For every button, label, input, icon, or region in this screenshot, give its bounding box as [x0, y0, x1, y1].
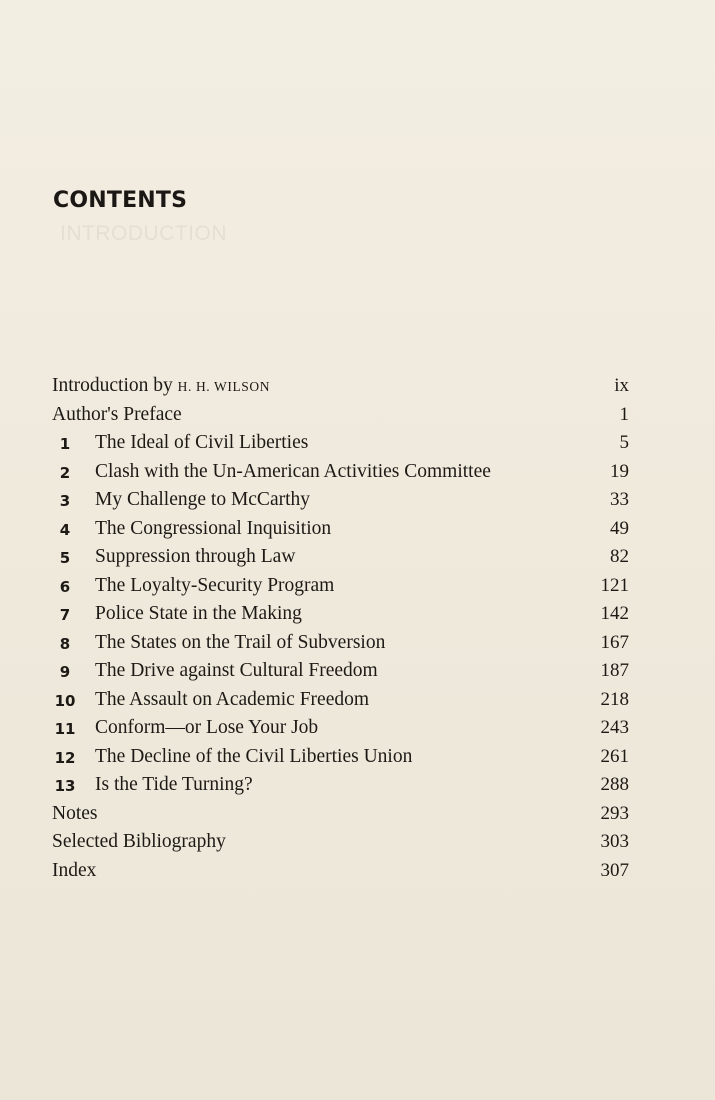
toc-row	[52, 458, 629, 487]
toc-entry-page: 307	[600, 859, 629, 881]
toc-row	[52, 657, 629, 686]
chapter-number: 5	[59, 549, 71, 567]
toc-entry-page: 243	[600, 717, 629, 738]
toc-entry-title: Index	[52, 859, 97, 881]
toc-entry-page: 1	[619, 403, 629, 425]
toc-entry-title: The Ideal of Civil Liberties	[95, 432, 309, 453]
toc-entry-title: Selected Bibliography	[52, 831, 226, 852]
toc-entry-title	[52, 372, 270, 401]
toc-entry-title: The Decline of the Civil Liberties Union	[95, 745, 413, 767]
toc-entry-page: 49	[610, 517, 629, 539]
chapter-number: 1	[59, 435, 71, 453]
toc-entry-page: 288	[600, 774, 629, 795]
chapter-number: 7	[59, 606, 71, 624]
chapter-number: 2	[59, 463, 71, 482]
toc-row	[52, 401, 629, 430]
toc-entry-page: 187	[600, 660, 629, 681]
toc-entry-page: 5	[619, 432, 629, 453]
chapter-number: 13	[54, 777, 76, 795]
toc-row-introduction	[52, 372, 629, 401]
table-of-contents	[52, 372, 629, 885]
toc-entry-title: The Loyalty-Security Program	[95, 574, 335, 596]
toc-entry-title: Police State in the Making	[95, 603, 302, 624]
toc-row	[52, 629, 629, 658]
toc-entries	[52, 401, 629, 886]
introduction-label: Introduction by	[52, 375, 173, 396]
toc-entry-title: The Assault on Academic Freedom	[95, 688, 370, 710]
toc-entry-title: Clash with the Un-American Activities Committee	[95, 460, 491, 482]
toc-entry-title: The States on the Trail of Subversion	[95, 631, 386, 653]
toc-row	[52, 429, 629, 458]
toc-entry-page: 167	[600, 631, 629, 653]
toc-row	[52, 828, 629, 857]
toc-entry-page: ix	[614, 375, 629, 396]
toc-entry-page: 142	[600, 603, 629, 624]
chapter-number: 11	[54, 720, 76, 738]
toc-row	[52, 714, 629, 743]
chapter-number: 8	[59, 634, 71, 653]
toc-row	[52, 800, 629, 829]
introduction-author: H. H. WILSON	[177, 379, 271, 394]
page-title: CONTENTS	[53, 188, 188, 213]
toc-row	[52, 771, 629, 800]
toc-entry-title: Suppression through Law	[95, 546, 296, 567]
toc-entry-page: 121	[600, 574, 629, 596]
toc-row	[52, 857, 629, 886]
toc-entry-title: Is the Tide Turning?	[95, 774, 253, 795]
toc-row	[52, 686, 629, 715]
toc-entry-title: Author's Preface	[52, 403, 182, 425]
toc-entry-title: Conform—or Lose Your Job	[95, 717, 319, 738]
toc-entry-page: 82	[610, 546, 629, 567]
toc-entry-title: The Congressional Inquisition	[95, 517, 332, 539]
chapter-number: 3	[59, 492, 71, 510]
chapter-number: 9	[59, 663, 71, 681]
toc-entry-page: 261	[600, 745, 629, 767]
toc-entry-title: The Drive against Cultural Freedom	[95, 660, 378, 681]
chapter-number: 6	[59, 577, 71, 596]
chapter-number: 4	[59, 520, 71, 539]
toc-entry-page: 303	[600, 831, 629, 852]
toc-row	[52, 515, 629, 544]
chapter-number: 10	[54, 691, 76, 710]
toc-entry-page: 218	[600, 688, 629, 710]
chapter-number: 12	[54, 748, 76, 767]
bleed-through-text: INTRODUCTION	[60, 222, 227, 245]
toc-row	[52, 486, 629, 515]
toc-entry-title: My Challenge to McCarthy	[95, 489, 311, 510]
toc-row	[52, 743, 629, 772]
toc-entry-page: 19	[610, 460, 629, 482]
toc-row	[52, 600, 629, 629]
toc-entry-page: 293	[600, 802, 629, 824]
toc-row	[52, 543, 629, 572]
toc-entry-title: Notes	[52, 802, 98, 824]
toc-entry-page: 33	[610, 489, 629, 510]
toc-row	[52, 572, 629, 601]
